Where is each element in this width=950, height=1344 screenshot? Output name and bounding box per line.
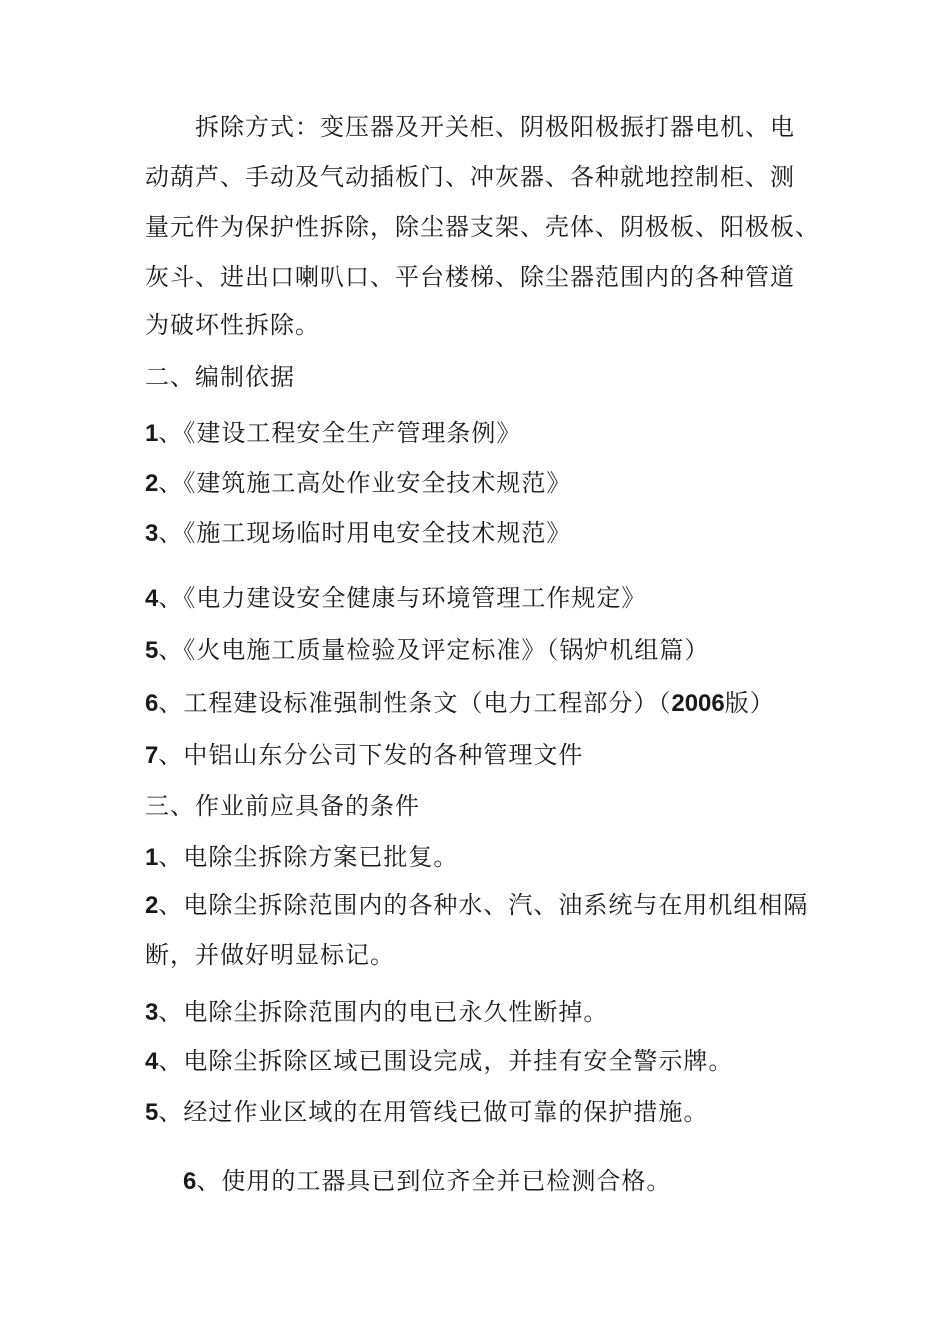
edition-year: 2006 <box>671 690 725 717</box>
item-number: 7 <box>145 742 159 769</box>
section-heading-conditions: 三、作业前应具备的条件 <box>145 792 420 820</box>
condition-item-1 <box>145 842 458 873</box>
item-number: 5 <box>145 1099 159 1126</box>
condition-item-5 <box>145 1097 708 1128</box>
item-text: 、电除尘拆除区域已围设完成，并挂有安全警示牌。 <box>158 1047 734 1075</box>
intro-line-5: 为破坏性拆除。 <box>145 311 320 339</box>
item-text: 、《建设工程安全生产管理条例》 <box>158 419 522 447</box>
item-text: 、《建筑施工高处作业安全技术规范》 <box>158 469 572 497</box>
intro-line-1: 拆除方式：变压器及开关柜、阴极阳极振打器电机、电 <box>195 113 795 141</box>
item-text: 、电除尘拆除范围内的各种水、汽、油系统与在用机组相隔 <box>158 891 809 919</box>
item-number: 1 <box>145 420 159 447</box>
item-number: 3 <box>145 999 159 1026</box>
item-number: 2 <box>145 470 159 497</box>
item-number: 1 <box>145 844 159 871</box>
condition-item-4 <box>145 1046 733 1077</box>
condition-item-6 <box>183 1166 671 1197</box>
item-number: 5 <box>145 637 159 664</box>
item-text: 、《火电施工质量检验及评定标准》（锅炉机组篇） <box>158 636 710 664</box>
item-text: 、中铝山东分公司下发的各种管理文件 <box>158 741 584 769</box>
basis-item-5 <box>145 635 709 666</box>
item-text: 、工程建设标准强制性条文（电力工程部分）（ <box>158 689 672 717</box>
basis-item-4 <box>145 583 646 614</box>
item-number: 6 <box>145 690 159 717</box>
basis-item-6 <box>145 688 775 719</box>
intro-line-3: 量元件为保护性拆除，除尘器支架、壳体、阴极板、阳极板、 <box>145 213 820 241</box>
item-text: 、电除尘拆除方案已批复。 <box>158 843 459 871</box>
item-text: 、电除尘拆除范围内的电已永久性断掉。 <box>158 998 609 1026</box>
condition-item-3 <box>145 997 608 1028</box>
basis-item-1 <box>145 418 521 449</box>
intro-line-2: 动葫芦、手动及气动插板门、冲灰器、各种就地控制柜、测 <box>145 163 795 191</box>
condition-item-2 <box>145 890 808 921</box>
item-text-end: 版） <box>724 689 775 717</box>
condition-item-2-continuation: 断，并做好明显标记。 <box>145 941 395 969</box>
section-heading-basis: 二、编制依据 <box>145 363 295 391</box>
intro-line-4: 灰斗、进出口喇叭口、平台楼梯、除尘器范围内的各种管道 <box>145 263 795 291</box>
item-text: 、使用的工器具已到位齐全并已检测合格。 <box>196 1167 672 1195</box>
basis-item-2 <box>145 468 571 499</box>
item-number: 2 <box>145 892 159 919</box>
item-number: 4 <box>145 585 159 612</box>
item-number: 6 <box>183 1168 197 1195</box>
item-number: 4 <box>145 1048 159 1075</box>
item-text: 、经过作业区域的在用管线已做可靠的保护措施。 <box>158 1098 709 1126</box>
item-text: 、《电力建设安全健康与环境管理工作规定》 <box>158 584 647 612</box>
item-text: 、《施工现场临时用电安全技术规范》 <box>158 519 572 547</box>
item-number: 3 <box>145 520 159 547</box>
basis-item-7 <box>145 740 583 771</box>
basis-item-3 <box>145 518 571 549</box>
